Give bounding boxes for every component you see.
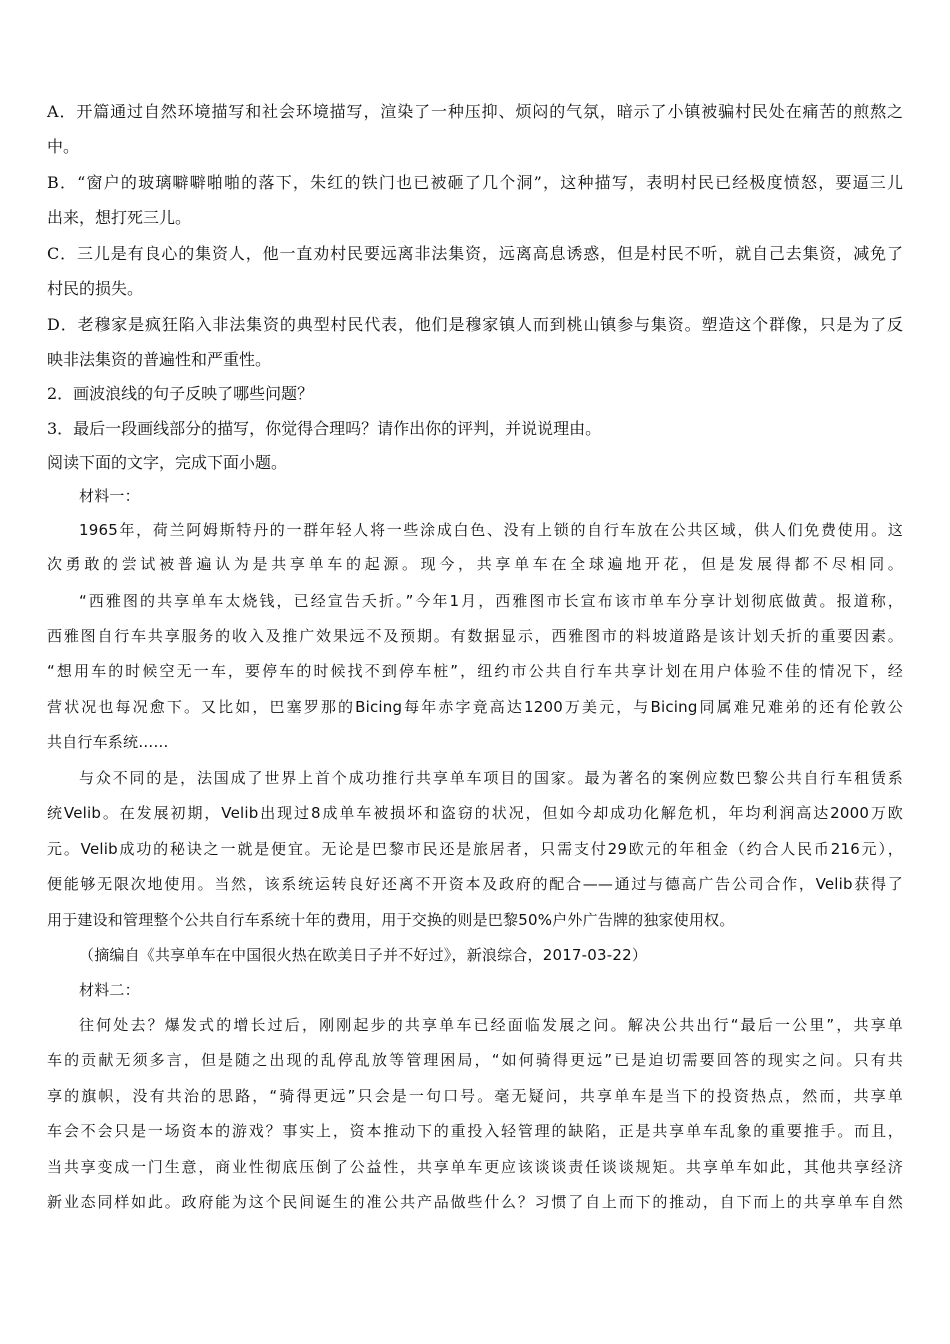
material-2-p1-line-1: 往何处去？爆发式的增长过后，刚刚起步的共享单车已经面临发展之问。解决公共出行“最后一公里”，共享单 <box>79 1016 903 1034</box>
question-3: 3．最后一段画线部分的描写，你觉得合理吗？请作出你的评判，并说说理由。 <box>47 419 602 438</box>
material-1-p1-line-1: 1965年，荷兰阿姆斯特丹的一群年轻人将一些涂成白色、没有上锁的自行车放在公共区域，供人们免费使用。这 <box>79 521 903 539</box>
material-1-p3-line-3: 元。Velib成功的秘诀之一就是便宜。无论是巴黎市民还是旅居者，只需支付29欧元的年租金（约合人民币216元）， <box>47 840 903 858</box>
material-2-p1-line-5: 当共享变成一门生意，商业性彻底压倒了公益性，共享单车更应该谈谈责任谈谈规矩。共享单车如此，其他共享经济 <box>47 1158 903 1176</box>
option-b-line-1: B．“窗户的玻璃噼噼啪啪的落下，朱红的铁门也已被砸了几个洞”，这种描写，表明村民已经极度愤怒，要逼三儿 <box>47 173 903 192</box>
material-1-p2-line-1: “西雅图的共享单车太烧钱，已经宣告夭折。”今年1月，西雅图市长宣布该市单车分享计划彻底做黄。报道称， <box>79 592 903 610</box>
material-1-p2-line-4: 营状况也每况愈下。又比如，巴塞罗那的Bicing每年赤字竟高达1200万美元，与Bicing同属难兄难弟的还有伦敦公 <box>47 698 903 716</box>
material-2-p1-line-3: 享的旗帜，没有共治的思路，“骑得更远”只会是一句口号。毫无疑问，共享单车是当下的投资热点，然而，共享单 <box>47 1087 903 1105</box>
material-1-p3-line-1: 与众不同的是，法国成了世界上首个成功推行共享单车项目的国家。最为著名的案例应数巴黎公共自行车租赁系 <box>79 769 903 787</box>
material-1-label: 材料一： <box>79 487 140 505</box>
material-1-p3-line-5: 用于建设和管理整个公共自行车系统十年的费用，用于交换的则是巴黎50%户外广告牌的独家使用权。 <box>47 911 735 929</box>
option-a-line-2: 中。 <box>47 137 80 156</box>
option-b-line-2: 出来，想打死三儿。 <box>47 208 192 227</box>
reading-instruction: 阅读下面的文字，完成下面小题。 <box>47 453 288 472</box>
material-1-p2-line-3: “想用车的时候空无一车，要停车的时候找不到停车桩”，纽约市公共自行车共享计划在用户体验不佳的情况下，经 <box>47 662 903 680</box>
material-1-p2-line-2: 西雅图自行车共享服务的收入及推广效果远不及预期。有数据显示，西雅图市的料坡道路是该计划夭折的重要因素。 <box>47 627 903 645</box>
material-2-p1-line-2: 车的贡献无须多言，但是随之出现的乱停乱放等管理困局，“如何骑得更远”已是迫切需要回答的现实之问。只有共 <box>47 1051 903 1069</box>
question-2: 2．画波浪线的句子反映了哪些问题？ <box>47 384 314 403</box>
material-1-p2-line-5: 共自行车系统…… <box>47 733 169 751</box>
material-2-p1-line-6: 新业态同样如此。政府能为这个民间诞生的准公共产品做些什么？习惯了自上而下的推动，自下而上的共享单车自然 <box>47 1193 903 1211</box>
material-1-p3-line-4: 便能够无限次地使用。当然，该系统运转良好还离不开资本及政府的配合——通过与德高广告公司合作，Velib获得了 <box>47 875 903 893</box>
option-d-line-2: 映非法集资的普遍性和严重性。 <box>47 350 272 369</box>
option-d-line-1: D．老穆家是疯狂陷入非法集资的典型村民代表，他们是穆家镇人而到桃山镇参与集资。塑造这个群像，只是为了反 <box>47 315 903 334</box>
option-a-line-1: A．开篇通过自然环境描写和社会环境描写，渲染了一种压抑、烦闷的气氛，暗示了小镇被骗村民处在痛苦的煎熬之 <box>47 102 903 121</box>
material-2-p1-line-4: 车会不会只是一场资本的游戏？事实上，资本推动下的重投入轻管理的缺陷，正是共享单车乱象的重要推手。而且， <box>47 1122 903 1140</box>
material-2-label: 材料二： <box>79 981 140 999</box>
material-1-p3-line-2: 统Velib。在发展初期，Velib出现过8成单车被损坏和盗窃的状况，但如今却成功化解危机，年均利润高达2000万欧 <box>47 804 903 822</box>
material-1-source: （摘编自《共享单车在中国很火热在欧美日子并不好过》，新浪综合，2017-03-22） <box>79 946 648 964</box>
option-c-line-1: C．三儿是有良心的集资人，他一直劝村民要远离非法集资，远离高息诱惑，但是村民不听，就自己去集资，减免了 <box>47 244 903 263</box>
option-c-line-2: 村民的损失。 <box>47 279 144 298</box>
material-1-p1-line-2: 次勇敢的尝试被普遍认为是共享单车的起源。现今，共享单车在全球遍地开花，但是发展得都不尽相同。 <box>47 555 903 573</box>
